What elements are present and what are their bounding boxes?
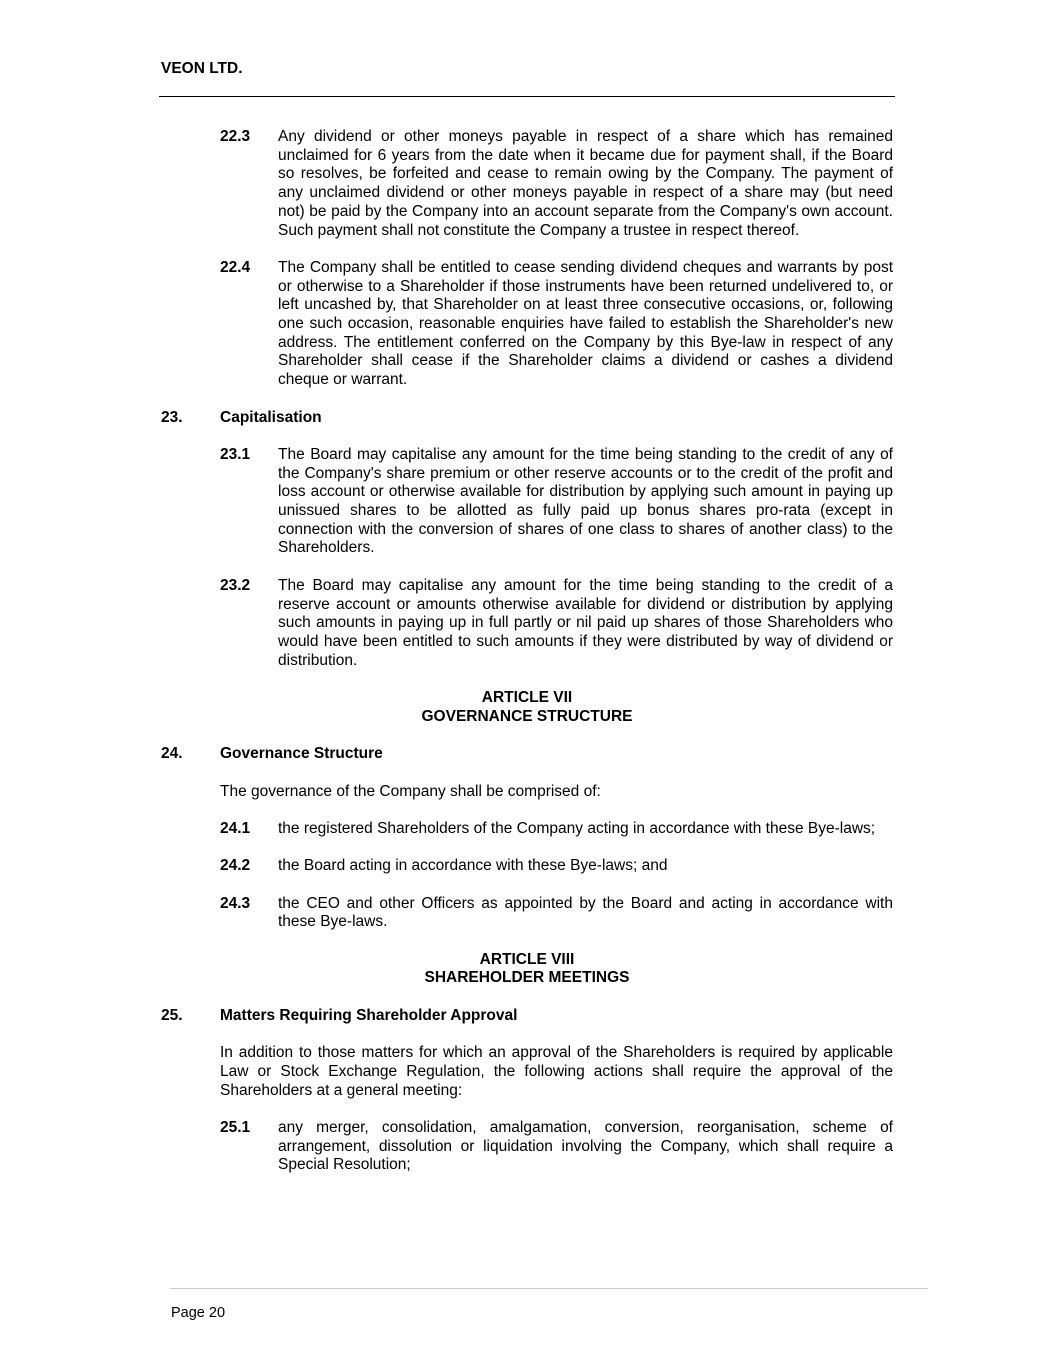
clause-text: The Board may capitalise any amount for the time being standing to the credit of any of the Company's share premium or other reserve accounts or to the credit of the profit and loss account or otherwise available for distribution by applying such amount in paying up unissued shares to be allotted as fully paid up bonus shares pro-rata (except in connection with the conversion of shares of one class to shares of another class) to the Shareholders. — [278, 445, 893, 557]
clause-23-2 — [161, 577, 893, 671]
section-number: 24. — [161, 745, 183, 763]
clause-number: 22.3 — [220, 128, 251, 145]
clause-number: 24.2 — [220, 857, 251, 875]
article-viii-heading — [161, 951, 893, 988]
clause-24-2 — [161, 857, 893, 876]
article-title: GOVERNANCE STRUCTURE — [421, 707, 633, 725]
section-number: 25. — [161, 1006, 183, 1024]
clause-number: 24.3 — [220, 894, 251, 912]
section-heading-23 — [161, 409, 893, 428]
clause-24-3 — [161, 895, 893, 932]
article-number: ARTICLE VII — [481, 689, 573, 707]
article-vii-heading — [161, 689, 893, 726]
clause-22-3 — [161, 128, 893, 240]
clause-text: any merger, consolidation, amalgamation, conversion, reorganisation, scheme of arrangement, dissolution or liquidation involving the Company, which shall require a Special Resolution; — [278, 1119, 893, 1174]
clause-text: Any dividend or other moneys payable in respect of a share which has remained unclaimed for 6 years from the date when it became due for payment shall, if the Board so resolves, be forfeited and cease to remain owing by the Company. The payment of any unclaimed dividend or other moneys payable in respect of a share may (but need not) be paid by the Company into an account separate from the Company's own account. Such payment shall not constitute the Company a trustee in respect thereof. — [278, 128, 893, 239]
section-title: Governance Structure — [220, 745, 383, 763]
clause-25-1 — [161, 1119, 893, 1175]
page-number: Page 20 — [171, 1305, 226, 1321]
clause-number: 23.1 — [220, 445, 251, 463]
article-title: SHAREHOLDER MEETINGS — [424, 969, 630, 987]
section-title: Capitalisation — [220, 408, 322, 426]
clause-text: the CEO and other Officers as appointed by the Board and acting in accordance with these Bye-laws. — [278, 894, 893, 931]
section-number: 23. — [161, 408, 183, 426]
section-heading-24 — [161, 745, 893, 764]
clause-24-1 — [161, 820, 893, 839]
header-divider — [159, 96, 895, 97]
section-heading-25 — [161, 1007, 893, 1026]
clause-text: The Board may capitalise any amount for the time being standing to the credit of a reserve account or amounts otherwise available for dividend or distribution by applying such amounts in paying up in full partly or nil paid up shares of those Shareholders who would have been entitled to such amounts if they were distributed by way of dividend or distribution. — [278, 576, 893, 669]
clause-number: 23.2 — [220, 576, 251, 594]
footer-divider — [170, 1288, 928, 1289]
clause-number: 24.1 — [220, 819, 251, 837]
document-header-title: VEON LTD. — [161, 60, 243, 77]
clause-text: The Company shall be entitled to cease sending dividend cheques and warrants by post or otherwise to a Shareholder if those instruments have been returned undelivered to, or left uncashed by, that Shareholder on at least three consecutive occasions, or, following one such occasion, reasonable enquiries have failed to establish the Shareholder's new address. The entitlement conferred on the Company by this Bye-law in respect of any Shareholder shall cease if the Shareholder claims a dividend or cashes a dividend cheque or warrant. — [278, 258, 893, 389]
article-number: ARTICLE VIII — [479, 950, 575, 968]
clause-text: the Board acting in accordance with these Bye-laws; and — [278, 857, 668, 875]
clause-23-1 — [161, 446, 893, 558]
clause-22-4 — [161, 259, 893, 390]
clause-text: the registered Shareholders of the Company acting in accordance with these Bye-laws; — [278, 819, 876, 837]
clause-number: 25.1 — [220, 1119, 251, 1137]
section-25-intro: In addition to those matters for which an approval of the Shareholders is required by applicable Law or Stock Exchange Regulation, the following actions shall require the approval of the Shareholders at a general meeting: — [220, 1044, 893, 1099]
section-24-intro: The governance of the Company shall be comprised of: — [220, 782, 601, 800]
section-title: Matters Requiring Shareholder Approval — [220, 1006, 518, 1024]
clause-number: 22.4 — [220, 258, 251, 276]
page-body — [161, 128, 893, 1194]
